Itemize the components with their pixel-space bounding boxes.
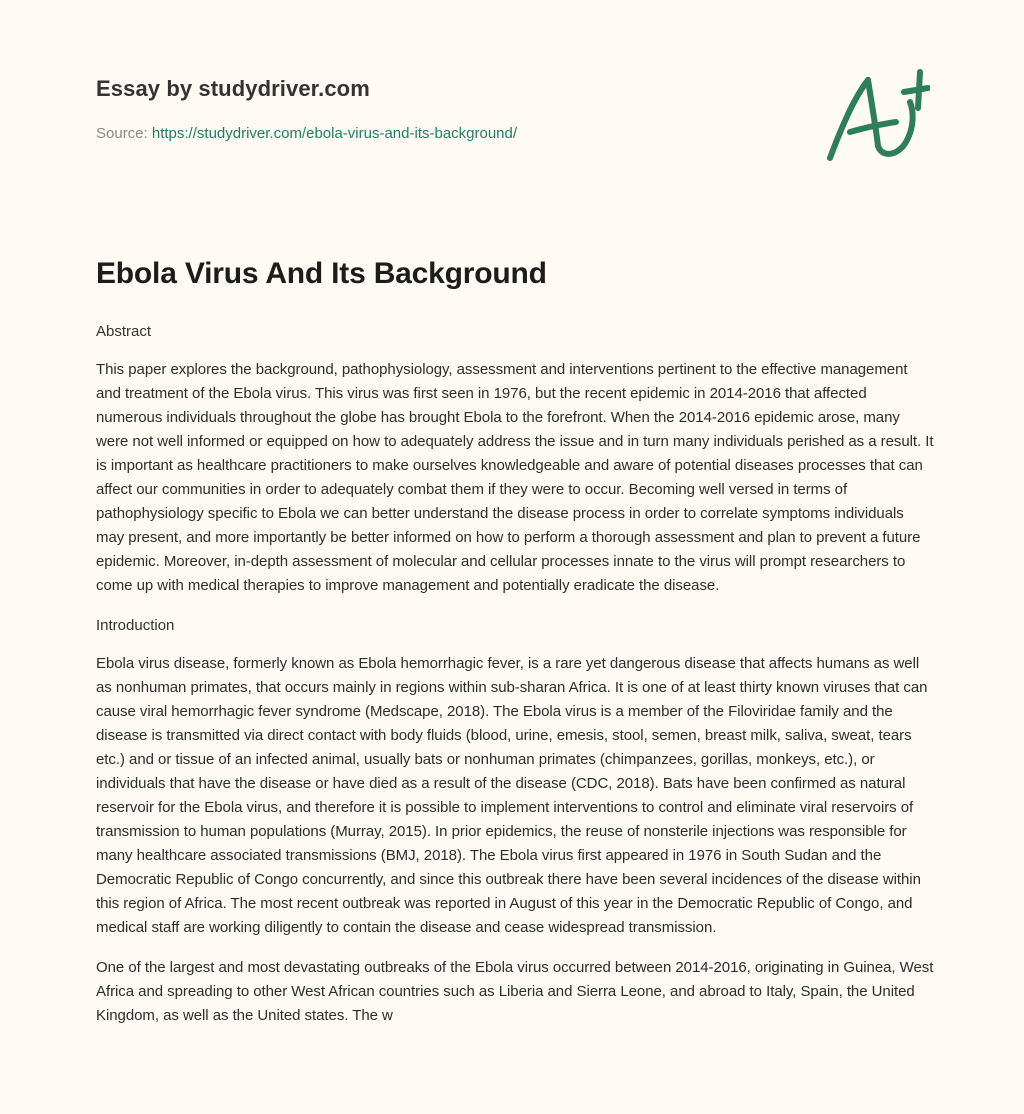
essay-body	[96, 254, 936, 1028]
introduction-paragraph-1: Ebola virus disease, formerly known as Ebola hemorrhagic fever, is a rare yet dangerous disease that affects humans as well as nonhuman primates, that occurs mainly in regions within sub-sharan Africa. It is one of at least thirty known viruses that can cause viral hemorrhagic fever syndrome (Medscape, 2018). The Ebola virus is a member of the Filoviridae family and the disease is transmitted via direct contact with body fluids (blood, urine, emesis, stool, semen, breast milk, saliva, sweat, tears etc.) and or tissue of an infected animal, usually bats or nonhuman primates (chimpanzees, gorillas, monkeys, etc.), or individuals that have the disease or have died as a result of the disease (CDC, 2018). Bats have been confirmed as natural reservoir for the Ebola virus, and therefore it is possible to implement interventions to control and eliminate viral reservoirs of transmission to human populations (Murray, 2015). In prior epidemics, the reuse of nonsterile injections was responsible for many healthcare associated transmissions (BMJ, 2018). The Ebola virus first appeared in 1976 in South Sudan and the Democratic Republic of Congo concurrently, and since this outbreak there have been several incidences of the disease within this region of Africa. The most recent outbreak was reported in August of this year in the Democratic Republic of Congo, and medical staff are working diligently to contain the disease and cease widespread transmission.	[96, 655, 928, 936]
essay-header	[96, 74, 796, 144]
section-heading-introduction: Introduction	[96, 617, 175, 634]
source-link[interactable]: https://studydriver.com/ebola-virus-and-its-background/	[151, 125, 518, 142]
brand-title: Essay by studydriver.com	[96, 76, 370, 101]
section-heading-abstract: Abstract	[96, 323, 152, 340]
source-label: Source:	[96, 125, 152, 142]
source-line	[96, 124, 796, 144]
a-plus-grade-icon	[820, 66, 930, 166]
essay-title: Ebola Virus And Its Background	[96, 257, 547, 290]
abstract-paragraph: This paper explores the background, pathophysiology, assessment and interventions pertinent to the effective management and treatment of the Ebola virus. This virus was first seen in 1976, but the recent epidemic in 2014-2016 that affected numerous individuals throughout the globe has brought Ebola to the forefront. When the 2014-2016 epidemic arose, many were not well informed or equipped on how to adequately address the issue and in turn many individuals perished as a result. It is important as healthcare practitioners to make ourselves knowledgeable and aware of potential diseases processes that can affect our communities in order to adequately combat them if they were to occur. Becoming well versed in terms of pathophysiology specific to Ebola we can better understand the disease process in order to correlate symptoms individuals may present, and more importantly be better informed on how to perform a thorough assessment and plan to prevent a future epidemic. Moreover, in-depth assessment of molecular and cellular processes innate to the virus will prompt researchers to come up with medical therapies to improve management and potentially eradicate the disease.	[96, 361, 934, 594]
introduction-paragraph-2: One of the largest and most devastating outbreaks of the Ebola virus occurred between 2014-2016, originating in Guinea, West Africa and spreading to other West African countries such as Liberia and Sierra Leone, and abroad to Italy, Spain, the United Kingdom, as well as the United states. The w	[96, 959, 934, 1024]
